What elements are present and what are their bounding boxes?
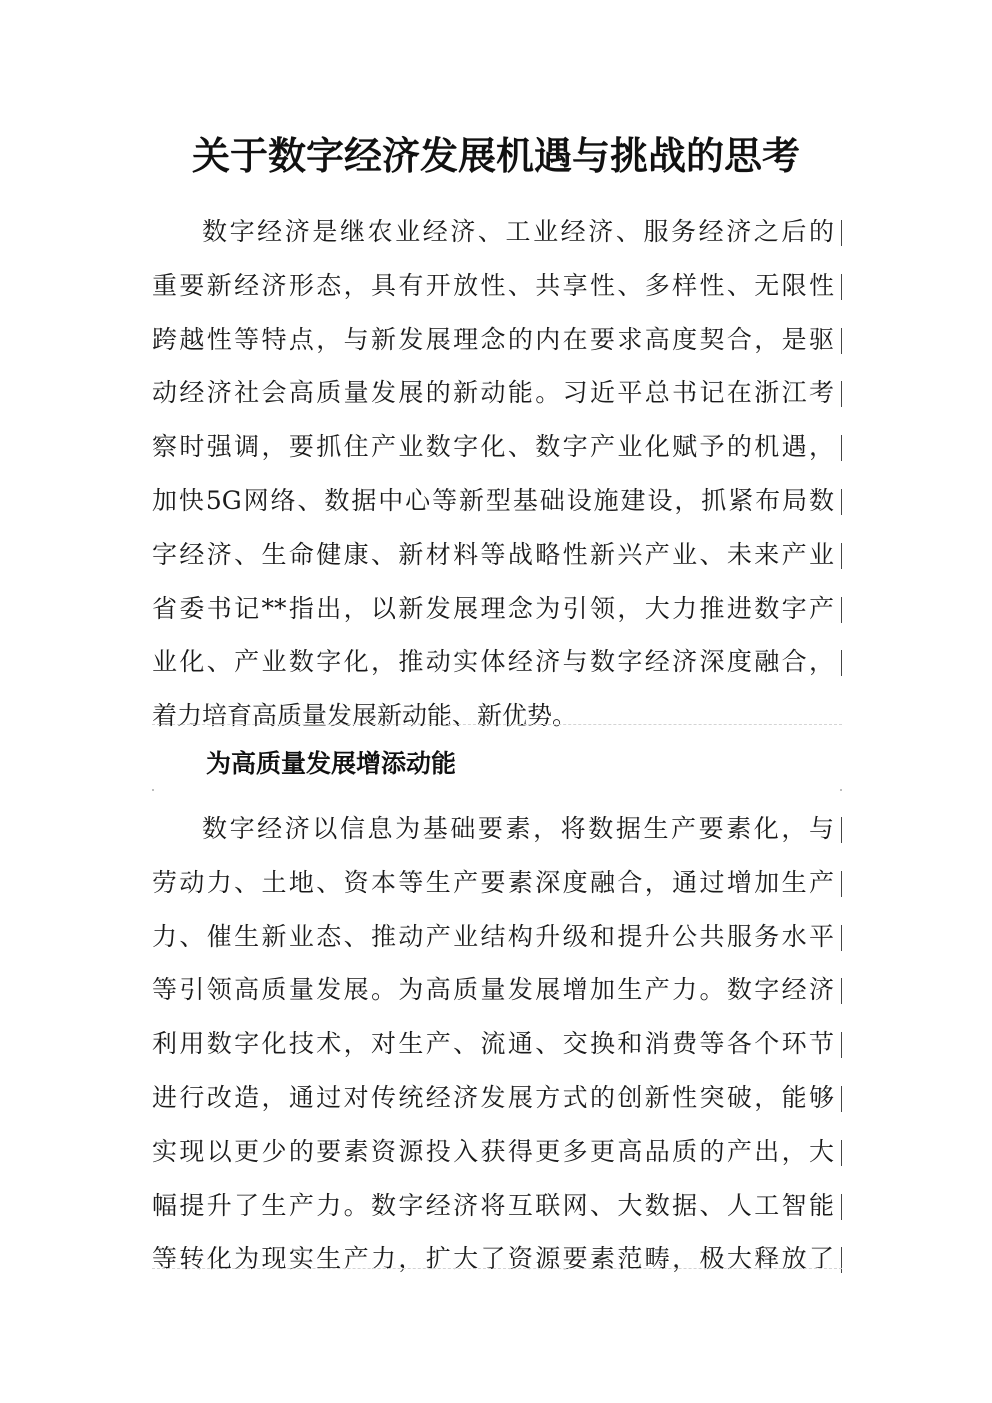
text-line-content: 数字经济以信息为基础要素，将数据生产要素化，与	[202, 814, 834, 843]
line-end-mark	[841, 1247, 842, 1273]
text-line	[152, 689, 842, 743]
text-line	[152, 474, 842, 528]
line-end-mark	[841, 925, 842, 951]
text-line	[152, 528, 842, 582]
section-heading: 为高质量发展增添动能	[206, 749, 457, 778]
line-end-mark	[841, 1194, 842, 1220]
text-line-content: 跨越性等特点，与新发展理念的内在要求高度契合，是驱	[152, 324, 834, 354]
text-line	[152, 1071, 842, 1125]
paragraph-divider	[152, 724, 842, 725]
text-line	[152, 420, 842, 474]
text-line	[152, 313, 842, 367]
corner-mark	[840, 789, 842, 791]
text-line	[152, 1017, 842, 1071]
text-line-content: 等转化为现实生产力，扩大了资源要素范畴，极大释放了	[152, 1244, 834, 1274]
text-line-content: 察时强调，要抓住产业数字化、数字产业化赋予的机遇，	[152, 432, 834, 462]
text-line	[152, 802, 842, 856]
text-line	[152, 259, 842, 313]
line-end-mark	[841, 650, 842, 676]
text-line	[152, 366, 842, 420]
text-line-content: 等引领高质量发展。为高质量发展增加生产力。数字经济	[152, 975, 834, 1005]
text-line-content: 利用数字化技术，对生产、流通、交换和消费等各个环节	[152, 1029, 834, 1059]
text-line-content: 进行改造，通过对传统经济发展方式的创新性突破，能够	[152, 1082, 834, 1112]
paragraph-divider	[152, 1268, 842, 1269]
line-end-mark	[841, 1032, 842, 1058]
text-line-content: 着力培育高质量发展新动能、新优势。	[152, 701, 578, 731]
text-line-content: 加快5G网络、数据中心等新型基础设施建设，抓紧布局数	[152, 485, 834, 515]
text-line-content: 实现以更少的要素资源投入获得更多更高品质的产出，大	[152, 1136, 834, 1166]
text-line	[152, 635, 842, 689]
text-line	[152, 582, 842, 636]
text-line-content: 幅提升了生产力。数字经济将互联网、大数据、人工智能	[152, 1190, 834, 1220]
text-line	[152, 1232, 842, 1286]
line-end-mark	[841, 220, 842, 246]
text-line-content: 省委书记**指出，以新发展理念为引领，大力推进数字产	[152, 593, 834, 623]
text-line-content: 数字经济是继农业经济、工业经济、服务经济之后的	[202, 217, 834, 246]
line-end-mark	[841, 543, 842, 569]
text-line	[152, 1179, 842, 1233]
line-end-mark	[841, 871, 842, 897]
text-line-content: 劳动力、土地、资本等生产要素深度融合，通过增加生产	[152, 867, 834, 897]
text-line	[152, 1125, 842, 1179]
line-end-mark	[841, 328, 842, 354]
text-line-content: 力、催生新业态、推动产业结构升级和提升公共服务水平	[152, 921, 834, 951]
text-line-content: 动经济社会高质量发展的新动能。习近平总书记在浙江考	[152, 378, 834, 408]
page-title: 关于数字经济发展机遇与挑战的思考	[191, 133, 800, 178]
text-line-content: 重要新经济形态，具有开放性、共享性、多样性、无限性	[152, 270, 834, 300]
line-end-mark	[841, 978, 842, 1004]
line-end-mark	[841, 817, 842, 843]
corner-mark	[152, 789, 154, 791]
text-line	[152, 205, 842, 259]
section-paragraph	[152, 802, 842, 1286]
intro-paragraph	[152, 205, 842, 743]
line-end-mark	[841, 1140, 842, 1166]
text-line	[152, 856, 842, 910]
text-line	[152, 963, 842, 1017]
text-line-content: 业化、产业数字化，推动实体经济与数字经济深度融合，	[152, 647, 834, 677]
line-end-mark	[841, 381, 842, 407]
line-end-mark	[841, 489, 842, 515]
text-line-content: 字经济、生命健康、新材料等战略性新兴产业、未来产业	[152, 539, 834, 569]
line-end-mark	[841, 1086, 842, 1112]
line-end-mark	[841, 597, 842, 623]
line-end-mark	[841, 435, 842, 461]
line-end-mark	[841, 274, 842, 300]
text-line	[152, 910, 842, 964]
